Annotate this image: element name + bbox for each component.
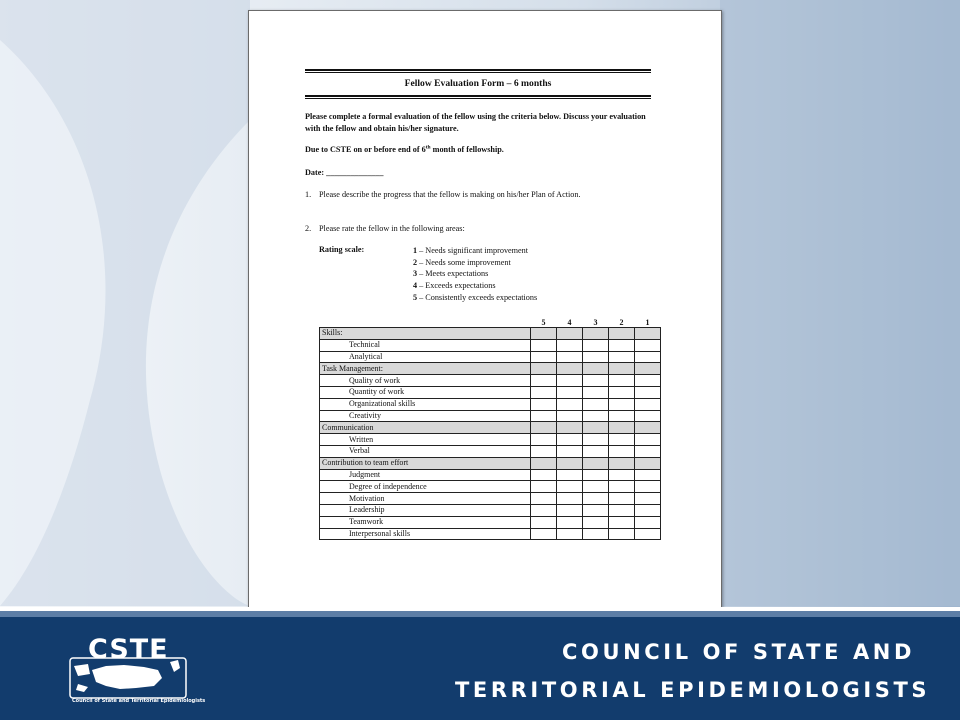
rating-cell[interactable] <box>635 457 661 469</box>
criterion-label: Degree of independence <box>320 481 531 493</box>
criterion-label: Written <box>320 434 531 446</box>
rating-cell[interactable] <box>557 457 583 469</box>
rating-cell[interactable] <box>635 375 661 387</box>
rating-cell[interactable] <box>583 410 609 422</box>
rating-criterion-row <box>320 351 661 363</box>
cste-logo-text: CSTE <box>88 634 169 665</box>
rating-cell[interactable] <box>609 422 635 434</box>
rating-cell[interactable] <box>609 504 635 516</box>
rating-cell[interactable] <box>531 422 557 434</box>
rating-cell[interactable] <box>531 445 557 457</box>
criterion-label: Leadership <box>320 504 531 516</box>
rating-cell[interactable] <box>635 504 661 516</box>
org-name-line1: COUNCIL OF STATE AND <box>562 640 915 664</box>
rating-cell[interactable] <box>531 516 557 528</box>
rating-cell[interactable] <box>635 493 661 505</box>
instructions-text: Please complete a formal evaluation of the fellow using the criteria below. Discuss your evaluation with the fellow and obtain his/her signature. <box>305 112 646 133</box>
rating-cell[interactable] <box>583 457 609 469</box>
rating-criterion-row <box>320 339 661 351</box>
rating-cell[interactable] <box>609 434 635 446</box>
rating-scale-item: 3 – Meets expectations <box>413 269 489 279</box>
rating-cell[interactable] <box>583 445 609 457</box>
rating-cell[interactable] <box>635 363 661 375</box>
criterion-label: Creativity <box>320 410 531 422</box>
rating-cell[interactable] <box>531 481 557 493</box>
rating-criterion-row <box>320 469 661 481</box>
rating-cell[interactable] <box>583 422 609 434</box>
rating-cell[interactable] <box>557 339 583 351</box>
rating-criterion-row <box>320 504 661 516</box>
rating-scale-item: 4 – Exceeds expectations <box>413 281 496 291</box>
rating-cell[interactable] <box>531 363 557 375</box>
rating-cell[interactable] <box>609 375 635 387</box>
rating-category-row <box>320 457 661 469</box>
rating-cell[interactable] <box>531 339 557 351</box>
rating-cell[interactable] <box>557 422 583 434</box>
rating-criterion-row <box>320 434 661 446</box>
rating-cell[interactable] <box>583 339 609 351</box>
rating-cell[interactable] <box>635 445 661 457</box>
document-page <box>248 10 722 620</box>
rating-cell[interactable] <box>531 328 557 340</box>
question-2: 2. Please rate the fellow in the following areas: <box>305 224 465 233</box>
rating-cell[interactable] <box>635 339 661 351</box>
rating-cell[interactable] <box>635 528 661 540</box>
criterion-label: Organizational skills <box>320 398 531 410</box>
rating-scale-label: Rating scale: <box>319 245 365 254</box>
rating-cell[interactable] <box>583 328 609 340</box>
rating-cell[interactable] <box>557 363 583 375</box>
rating-cell[interactable] <box>583 351 609 363</box>
rating-cell[interactable] <box>557 375 583 387</box>
rating-criterion-row <box>320 528 661 540</box>
criterion-label: Technical <box>320 339 531 351</box>
rating-scale-item: 1 – Needs significant improvement <box>413 246 529 255</box>
rating-column-header: 1 <box>645 317 650 327</box>
rating-column-header: 2 <box>619 317 624 327</box>
rating-criterion-row <box>320 445 661 457</box>
rating-cell[interactable] <box>635 434 661 446</box>
rating-cell[interactable] <box>583 386 609 398</box>
rating-cell[interactable] <box>609 481 635 493</box>
criterion-label: Teamwork <box>320 516 531 528</box>
rating-cell[interactable] <box>583 434 609 446</box>
rating-cell[interactable] <box>583 528 609 540</box>
rating-criterion-row <box>320 516 661 528</box>
rating-cell[interactable] <box>531 386 557 398</box>
rating-cell[interactable] <box>635 328 661 340</box>
rating-cell[interactable] <box>557 481 583 493</box>
criterion-label: Interpersonal skills <box>320 528 531 540</box>
rating-criterion-row <box>320 481 661 493</box>
rating-cell[interactable] <box>557 445 583 457</box>
criterion-label: Quality of work <box>320 375 531 387</box>
rating-column-header: 3 <box>593 317 598 327</box>
rating-cell[interactable] <box>531 351 557 363</box>
rating-cell[interactable] <box>609 328 635 340</box>
rating-cell[interactable] <box>609 351 635 363</box>
rating-criterion-row <box>320 410 661 422</box>
title-rule-bottom <box>305 95 651 99</box>
rating-cell[interactable] <box>609 469 635 481</box>
rating-scale-item: 5 – Consistently exceeds expectations <box>413 292 538 302</box>
rating-cell[interactable] <box>531 493 557 505</box>
rating-cell[interactable] <box>583 398 609 410</box>
rating-category-row <box>320 363 661 375</box>
due-text: Due to CSTE on or before end of 6th month of fellowship. <box>305 144 504 154</box>
rating-cell[interactable] <box>609 493 635 505</box>
criterion-label: Task Management: <box>320 363 531 375</box>
rating-cell[interactable] <box>531 469 557 481</box>
rating-header-spacer <box>320 317 531 328</box>
org-name-line2: TERRITORIAL EPIDEMIOLOGISTS <box>455 678 931 702</box>
rating-cell[interactable] <box>531 398 557 410</box>
rating-table-body <box>320 328 661 540</box>
criterion-label: Communication <box>320 422 531 434</box>
question-1: 1. Please describe the progress that the fellow is making on his/her Plan of Action. <box>305 190 581 199</box>
rating-cell[interactable] <box>557 434 583 446</box>
rating-cell[interactable] <box>609 410 635 422</box>
rating-cell[interactable] <box>583 375 609 387</box>
criterion-label: Skills: <box>320 328 531 340</box>
rating-cell[interactable] <box>557 410 583 422</box>
rating-cell[interactable] <box>557 398 583 410</box>
cste-logo-tagline: Council of State and Territorial Epidemiologists <box>72 698 206 704</box>
rating-cell[interactable] <box>609 386 635 398</box>
rating-cell[interactable] <box>531 375 557 387</box>
rating-cell[interactable] <box>635 351 661 363</box>
rating-criterion-row <box>320 398 661 410</box>
rating-cell[interactable] <box>557 504 583 516</box>
rating-cell[interactable] <box>635 398 661 410</box>
rating-cell[interactable] <box>635 422 661 434</box>
rating-cell[interactable] <box>609 445 635 457</box>
rating-criterion-row <box>320 375 661 387</box>
rating-cell[interactable] <box>583 469 609 481</box>
rating-cell[interactable] <box>583 504 609 516</box>
rating-table <box>319 317 661 540</box>
criterion-label: Motivation <box>320 493 531 505</box>
rating-cell[interactable] <box>557 528 583 540</box>
criterion-label: Verbal <box>320 445 531 457</box>
rating-cell[interactable] <box>531 504 557 516</box>
rating-cell[interactable] <box>531 528 557 540</box>
rating-category-row <box>320 328 661 340</box>
rating-cell[interactable] <box>635 481 661 493</box>
rating-cell[interactable] <box>635 386 661 398</box>
rating-cell[interactable] <box>531 457 557 469</box>
rating-cell[interactable] <box>609 457 635 469</box>
rating-cell[interactable] <box>609 363 635 375</box>
form-title: Fellow Evaluation Form – 6 months <box>404 78 552 89</box>
form-content <box>305 69 651 304</box>
rating-cell[interactable] <box>609 516 635 528</box>
rating-cell[interactable] <box>635 410 661 422</box>
criterion-label: Quantity of work <box>320 386 531 398</box>
rating-criterion-row <box>320 493 661 505</box>
rating-cell[interactable] <box>583 516 609 528</box>
rating-cell[interactable] <box>635 469 661 481</box>
rating-cell[interactable] <box>583 493 609 505</box>
rating-criterion-row <box>320 386 661 398</box>
rating-cell[interactable] <box>531 410 557 422</box>
rating-scale-item: 2 – Needs some improvement <box>413 257 511 267</box>
rating-cell[interactable] <box>557 351 583 363</box>
rating-column-header: 4 <box>567 317 572 327</box>
rating-cell[interactable] <box>609 528 635 540</box>
rating-cell[interactable] <box>557 328 583 340</box>
rating-scale <box>319 245 651 304</box>
criterion-label: Contribution to team effort <box>320 457 531 469</box>
rating-cell[interactable] <box>531 434 557 446</box>
rating-cell[interactable] <box>557 469 583 481</box>
rating-cell[interactable] <box>557 493 583 505</box>
rating-cell[interactable] <box>635 516 661 528</box>
rating-cell[interactable] <box>583 363 609 375</box>
rating-category-row <box>320 422 661 434</box>
rating-cell[interactable] <box>557 516 583 528</box>
rating-column-header: 5 <box>541 317 546 327</box>
date-field: Date: ______________ <box>305 167 384 177</box>
rating-cell[interactable] <box>557 386 583 398</box>
rating-cell[interactable] <box>583 481 609 493</box>
rating-cell[interactable] <box>609 398 635 410</box>
criterion-label: Analytical <box>320 351 531 363</box>
rating-cell[interactable] <box>609 339 635 351</box>
criterion-label: Judgment <box>320 469 531 481</box>
